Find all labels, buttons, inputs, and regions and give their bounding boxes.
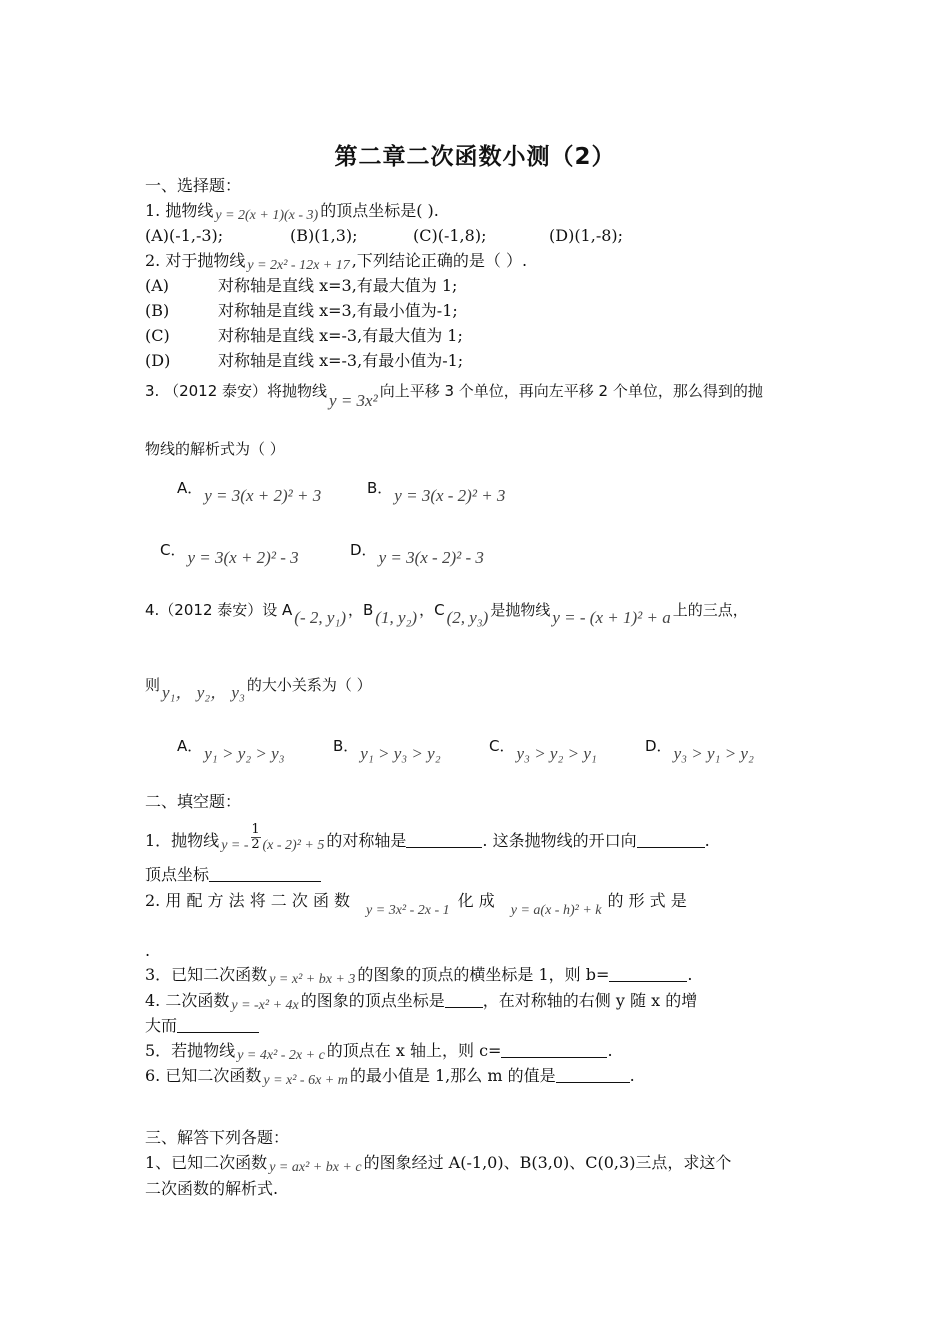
option-a: A． y₁ > y₂ > y₃ xyxy=(177,737,285,763)
option-c: C． y₃ > y₂ > y₁ xyxy=(489,737,597,763)
answer-blank[interactable] xyxy=(556,1066,630,1083)
section-heading-solve: 三、解答下列各题： xyxy=(145,1128,290,1147)
formula: y = 3x² xyxy=(329,391,378,410)
formula: y₁ > y₂ > y₃ xyxy=(204,744,285,763)
formula: y₁ > y₃ > y₂ xyxy=(360,744,441,763)
option-b: (B) 对称轴是直线 x=3,有最小值为-1; xyxy=(145,301,458,320)
answer-blank[interactable] xyxy=(609,965,687,982)
question-3-1: 1、已知二次函数 y = ax² + bx + c 的图象经过 A(-1,0)、B(3,0)、C(0,3)三点，求这个 xyxy=(145,1153,732,1175)
formula: y = 3(x - 2)² - 3 xyxy=(378,548,484,567)
question-2-1: 1．抛物线 y = - $\frac{1}{2}$ (x - 2)² + 5 的对称轴是 . 这条抛物线的开口向 . xyxy=(145,822,710,853)
question-2-2-line2: . xyxy=(145,941,151,960)
formula: y = a(x - h)² + k xyxy=(510,903,602,918)
question-2-6: 6. 已知二次函数 y = x² - 6x + m 的最小值是 1,那么 m 的值是 . xyxy=(145,1066,635,1088)
section-heading-choice: 一、选择题： xyxy=(145,176,242,195)
fraction: $\frac{1}{2}$ xyxy=(251,822,260,852)
question-1-3-line2: 物线的解析式为（ ） xyxy=(145,440,285,458)
option-c: (C)(-1,8); xyxy=(413,226,487,245)
question-2-4: 4. 二次函数 y = -x² + 4x 的图象的顶点坐标是 ，在对称轴的右侧 y 随 x 的增 xyxy=(145,991,698,1013)
option-b: B． y = 3(x - 2)² + 3 xyxy=(367,479,506,505)
answer-blank[interactable] xyxy=(177,1016,259,1033)
option-b: B． y₁ > y₃ > y₂ xyxy=(333,737,441,763)
formula: y = x² - 6x + m xyxy=(263,1073,348,1088)
formula: y = 3x² - 2x - 1 xyxy=(366,903,450,918)
option-d: D． y = 3(x - 2)² - 3 xyxy=(350,541,484,567)
option-d: D． y₃ > y₁ > y₂ xyxy=(645,737,754,763)
formula: y = 3(x + 2)² + 3 xyxy=(204,486,322,505)
option-d: (D)(1,-8); xyxy=(549,226,624,245)
formula: y = -x² + 4x xyxy=(231,998,299,1013)
option-a: (A) 对称轴是直线 x=3,有最大值为 1; xyxy=(145,276,458,295)
question-1-4: 4.（2012 泰安）设 A (- 2, y₁) ，B (1, y₂) ，C (2, y₃) 是抛物线 y = - (x + 1)² + a 上的三点， xyxy=(145,601,748,627)
formula: y = - (x + 1)² + a xyxy=(552,608,671,627)
option-b: (B)(1,3); xyxy=(290,226,358,245)
formula: y = 2x² - 12x + 17 xyxy=(247,258,350,273)
page-title: 第二章二次函数小测（2） xyxy=(334,144,616,170)
question-2-4-line2: 大而 xyxy=(145,1016,259,1036)
option-a: A． y = 3(x + 2)² + 3 xyxy=(177,479,322,505)
formula: y₃ > y₁ > y₂ xyxy=(673,744,754,763)
question-2-3: 3．已知二次函数 y = x² + bx + 3 的图象的顶点的横坐标是 1，则 b= . xyxy=(145,965,693,987)
question-2-2: 2. 用 配 方 法 将 二 次 函 数y = 3x² - 2x - 1化 成y = a(x - h)² + k的 形 式 是 xyxy=(145,891,687,918)
answer-blank[interactable] xyxy=(209,865,321,882)
question-3-1-line2: 二次函数的解析式. xyxy=(145,1179,279,1198)
question-2-1-line2: 顶点坐标 xyxy=(145,865,321,885)
option-c: (C) 对称轴是直线 x=-3,有最大值为 1; xyxy=(145,326,463,345)
formula: y = 2(x + 1)(x - 3) xyxy=(215,208,319,223)
formula: y₃ > y₂ > y₁ xyxy=(516,744,597,763)
question-1-4-line2: 则 y₁， y₂， y₃ 的大小关系为（ ） xyxy=(145,676,372,702)
question-1-2: 2. 对于抛物线 y = 2x² - 12x + 17 ,下列结论正确的是（ ）. xyxy=(145,251,528,273)
question-1-3: 3. （2012 泰安）将抛物线 y = 3x² 向上平移 3 个单位，再向左平移 2 个单位，那么得到的抛 xyxy=(145,382,763,410)
option-a: (A)(-1,-3); xyxy=(145,226,224,245)
formula: y = 4x² - 2x + c xyxy=(237,1048,325,1063)
answer-blank[interactable] xyxy=(406,831,482,848)
answer-blank[interactable] xyxy=(501,1041,607,1058)
formula: y = 3(x + 2)² - 3 xyxy=(187,548,299,567)
question-1-1: 1. 抛物线 y = 2(x + 1)(x - 3) 的顶点坐标是( ). xyxy=(145,201,439,223)
question-2-5: 5．若抛物线 y = 4x² - 2x + c 的顶点在 x 轴上，则 c= . xyxy=(145,1041,613,1063)
answer-blank[interactable] xyxy=(445,991,483,1008)
formula: y = x² + bx + 3 xyxy=(269,972,356,987)
formula: y = 3(x - 2)² + 3 xyxy=(394,486,506,505)
option-c: C． y = 3(x + 2)² - 3 xyxy=(160,541,299,567)
answer-blank[interactable] xyxy=(637,831,705,848)
option-d: (D) 对称轴是直线 x=-3,有最小值为-1; xyxy=(145,351,464,370)
formula: y = ax² + bx + c xyxy=(269,1160,362,1175)
section-heading-fill: 二、填空题： xyxy=(145,792,242,811)
